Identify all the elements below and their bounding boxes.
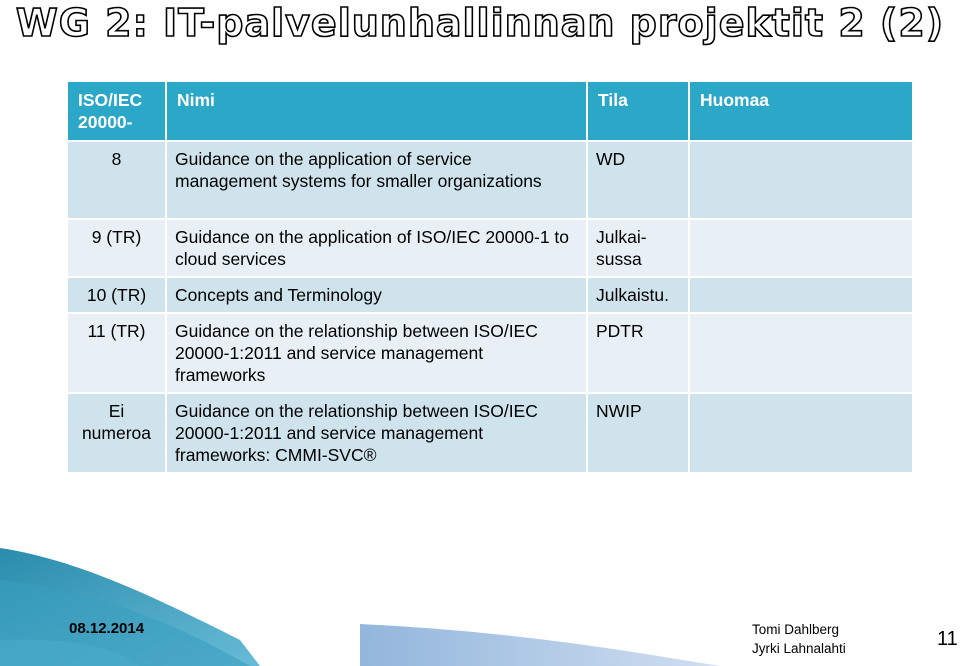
cell-number: 9 (TR) xyxy=(68,220,165,276)
author-name: Tomi Dahlberg xyxy=(752,622,840,637)
slide-date: 08.12.2014 xyxy=(69,620,145,637)
header-note: Huomaa xyxy=(690,82,912,140)
cell-status: Julkai-sussa xyxy=(588,220,688,276)
cell-note xyxy=(690,220,912,276)
cell-name: Concepts and Terminology xyxy=(167,278,586,312)
table-row xyxy=(68,142,912,218)
table-row xyxy=(68,278,912,312)
table-row xyxy=(68,394,912,472)
cell-number: 11 (TR) xyxy=(68,314,165,392)
cell-status: WD xyxy=(588,142,688,218)
cell-name: Guidance on the application of ISO/IEC 20000-1 to cloud services xyxy=(167,220,586,276)
cell-status: NWIP xyxy=(588,394,688,472)
cell-note xyxy=(690,278,912,312)
cell-name: Guidance on the application of service management systems for smaller organizations xyxy=(167,142,586,218)
header-name: Nimi xyxy=(167,82,586,140)
table-header-row xyxy=(68,82,912,140)
cell-name: Guidance on the relationship between ISO/IEC 20000-1:2011 and service management frameworks: CMMI-SVC® xyxy=(167,394,586,472)
cell-note xyxy=(690,142,912,218)
cell-note xyxy=(690,394,912,472)
header-status: Tila xyxy=(588,82,688,140)
cell-note xyxy=(690,314,912,392)
cell-number: Ei numeroa xyxy=(68,394,165,472)
table-row xyxy=(68,314,912,392)
cell-number: 8 xyxy=(68,142,165,218)
slide-authors xyxy=(752,620,846,658)
page-number: 11 xyxy=(937,628,958,650)
workgroup-projects-table xyxy=(66,80,914,474)
cell-name: Guidance on the relationship between ISO/IEC 20000-1:2011 and service management frameworks xyxy=(167,314,586,392)
slide-title: WG 2: IT-palvelunhallinnan projektit 2 (2) xyxy=(15,1,945,45)
header-standard: ISO/IEC 20000- xyxy=(68,82,165,140)
author-name: Jyrki Lahnalahti xyxy=(752,641,846,656)
cell-status: Julkaistu. xyxy=(588,278,688,312)
table-row xyxy=(68,220,912,276)
cell-status: PDTR xyxy=(588,314,688,392)
cell-number: 10 (TR) xyxy=(68,278,165,312)
